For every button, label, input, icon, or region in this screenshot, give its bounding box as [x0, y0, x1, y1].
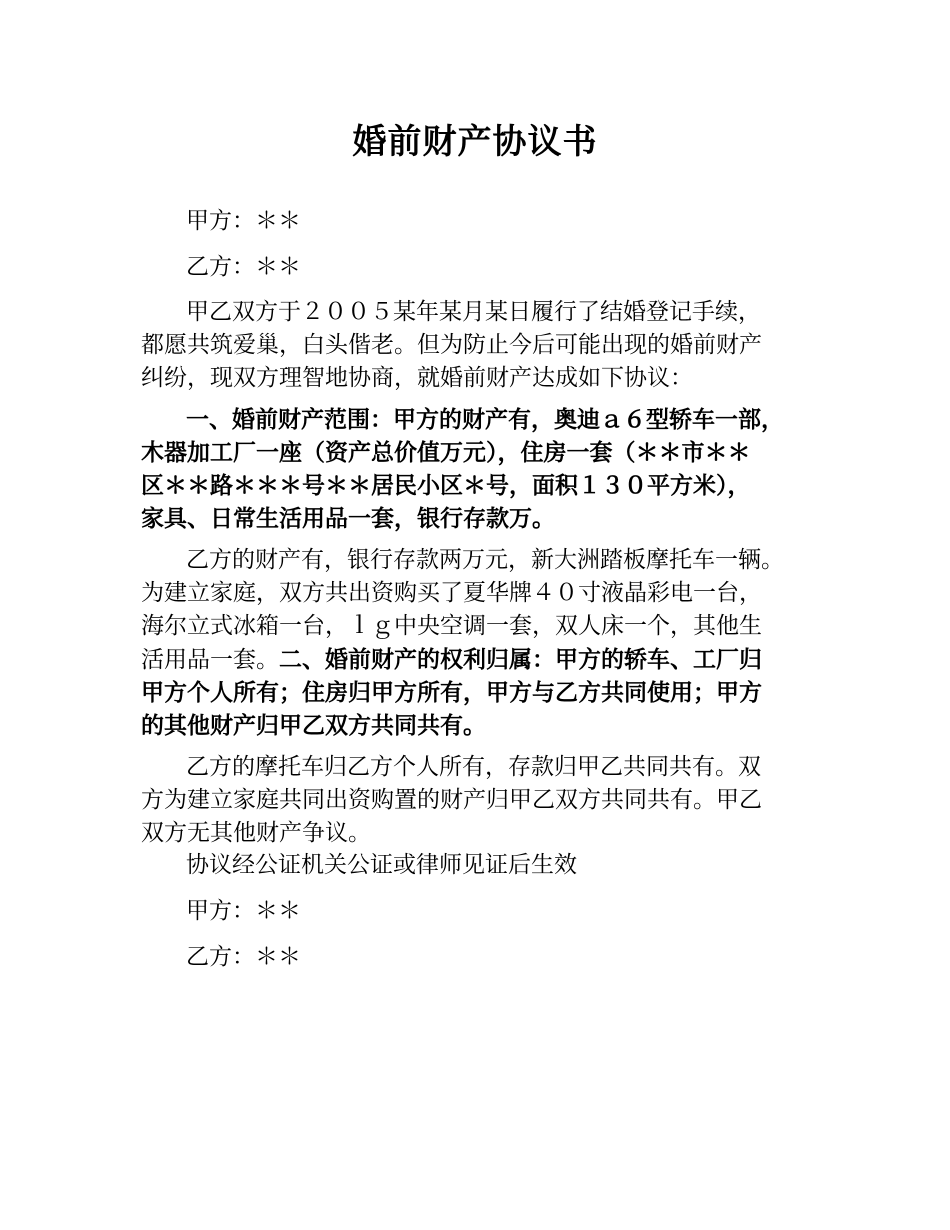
section-2-heading: 二、婚前财产的权利归属：甲方的轿车、工厂归 [279, 646, 762, 673]
paragraph-line: 双方无其他财产争议。 [141, 820, 371, 846]
intro-line: 纠纷，现双方理智地协商，就婚前财产达成如下协议： [141, 365, 693, 391]
section-2-line: 的其他财产归甲乙双方共同共有。 [141, 712, 486, 739]
paragraph-line: 方为建立家庭共同出资购置的财产归甲乙双方共同共有。甲乙 [141, 787, 762, 813]
party-a-header: 甲方：＊＊ [186, 208, 301, 234]
section-1-line: 区＊＊路＊＊＊号＊＊居民小区＊号，面积１３０平方米）， [141, 472, 751, 499]
party-b-signature: 乙方：＊＊ [186, 944, 301, 970]
paragraph-line: 海尔立式冰箱一台，ｌｇ中央空调一套，双人床一个，其他生 [141, 613, 762, 639]
mixed-line [141, 643, 762, 677]
paragraph-line: 为建立家庭，双方共出资购买了夏华牌４０寸液晶彩电一台， [141, 580, 762, 606]
effective-clause: 协议经公证机关公证或律师见证后生效 [186, 852, 577, 878]
party-a-signature: 甲方：＊＊ [186, 898, 301, 924]
paragraph-line: 乙方的摩托车归乙方个人所有，存款归甲乙共同共有。双 [186, 754, 761, 780]
intro-line: 甲乙双方于２００５某年某月某日履行了结婚登记手续， [186, 299, 761, 325]
paragraph-text: 活用品一套。 [141, 647, 279, 673]
section-1-line: 家具、日常生活用品一套，银行存款万。 [141, 505, 555, 532]
section-1-line: 一、婚前财产范围：甲方的财产有，奥迪ａ６型轿车一部， [186, 406, 784, 433]
section-1-line: 木器加工厂一座（资产总价值万元），住房一套（＊＊市＊＊ [141, 439, 751, 466]
party-b-header: 乙方：＊＊ [186, 254, 301, 280]
document-title: 婚前财产协议书 [352, 122, 598, 162]
intro-line: 都愿共筑爱巢，白头偕老。但为防止今后可能出现的婚前财产 [141, 332, 762, 358]
paragraph-line: 乙方的财产有，银行存款两万元，新大洲踏板摩托车一辆。 [186, 547, 784, 573]
section-2-line: 甲方个人所有；住房归甲方所有，甲方与乙方共同使用；甲方 [141, 679, 762, 706]
